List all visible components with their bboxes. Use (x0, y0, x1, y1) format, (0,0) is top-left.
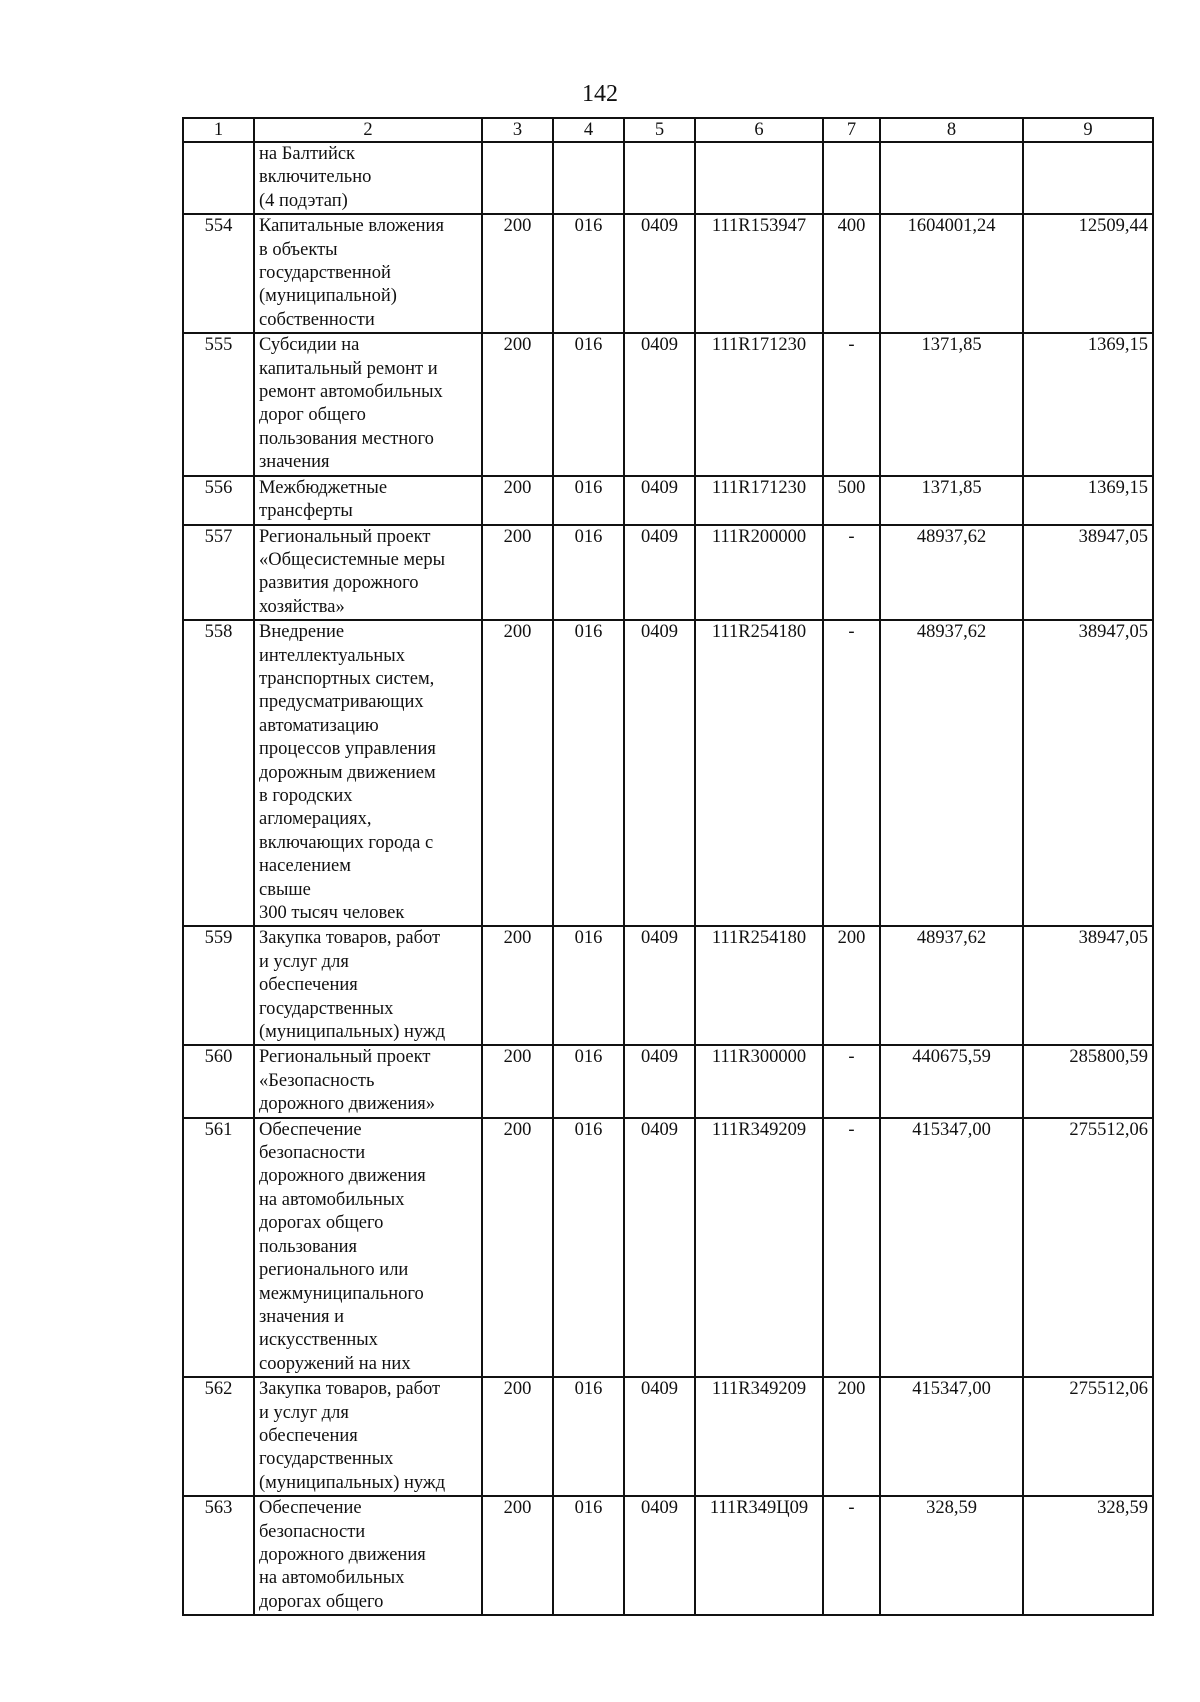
item-name-line: Закупка товаров, работ (259, 928, 441, 949)
col-8-value: 440675,59 (880, 1045, 1023, 1117)
col-7-value: - (823, 620, 880, 926)
item-name-line: Внедрение (259, 622, 345, 643)
item-name-line: транспортных систем, (259, 668, 435, 689)
item-name-line: 300 тысяч человек (259, 903, 405, 923)
item-name-line: обеспечения (259, 975, 358, 996)
item-name-line: (муниципальных) нужд (259, 1022, 446, 1043)
table-row (183, 214, 1153, 333)
row-number: 563 (183, 1496, 254, 1615)
item-name-line: государственных (259, 998, 394, 1019)
col-3-value: 200 (482, 525, 553, 621)
col-8-value (880, 142, 1023, 214)
item-name-line: собственности (259, 309, 375, 330)
col-8-value: 1371,85 (880, 476, 1023, 525)
col-5-value: 0409 (624, 214, 695, 333)
col-7-value: - (823, 1045, 880, 1117)
item-name-line: включающих города с (259, 832, 434, 853)
item-name-line: в объекты (259, 239, 338, 260)
row-number: 559 (183, 926, 254, 1045)
col-5-value: 0409 (624, 525, 695, 621)
col-3-value: 200 (482, 476, 553, 525)
item-name-line: ремонт автомобильных (259, 382, 443, 403)
col-6-value: 111R171230 (695, 333, 823, 475)
col-3-value: 200 (482, 1045, 553, 1117)
table-body (183, 142, 1153, 1615)
item-name-line: (муниципальных) нужд (259, 1472, 446, 1493)
col-header-2: 2 (254, 118, 482, 142)
col-header-4: 4 (553, 118, 624, 142)
item-name (254, 142, 482, 214)
item-name-line: значения и (259, 1306, 345, 1327)
row-number: 560 (183, 1045, 254, 1117)
item-name-line: на автомобильных (259, 1189, 405, 1210)
col-7-value: - (823, 1496, 880, 1615)
item-name (254, 926, 482, 1045)
col-header-6: 6 (695, 118, 823, 142)
row-number: 562 (183, 1377, 254, 1496)
item-name-line: сооружений на них (259, 1353, 411, 1374)
col-header-1: 1 (183, 118, 254, 142)
col-9-value: 1369,15 (1023, 333, 1153, 475)
col-5-value: 0409 (624, 926, 695, 1045)
item-name-line: безопасности (259, 1521, 366, 1542)
budget-table (182, 117, 1154, 1616)
item-name (254, 525, 482, 621)
item-name-line: пользования местного (259, 428, 434, 449)
item-name-line: дорог общего (259, 405, 366, 426)
item-name (254, 333, 482, 475)
item-name-line: в городских (259, 785, 353, 806)
col-header-3: 3 (482, 118, 553, 142)
col-9-value: 12509,44 (1023, 214, 1153, 333)
col-3-value: 200 (482, 620, 553, 926)
col-9-value: 1369,15 (1023, 476, 1153, 525)
col-4-value: 016 (553, 1377, 624, 1496)
col-5-value: 0409 (624, 1118, 695, 1377)
col-9-value: 38947,05 (1023, 525, 1153, 621)
col-8-value: 48937,62 (880, 525, 1023, 621)
col-3-value: 200 (482, 214, 553, 333)
item-name-line: межмуниципального (259, 1283, 424, 1304)
row-number: 558 (183, 620, 254, 926)
table-row (183, 476, 1153, 525)
col-3-value: 200 (482, 333, 553, 475)
col-3-value: 200 (482, 1377, 553, 1496)
col-6-value (695, 142, 823, 214)
col-3-value: 200 (482, 926, 553, 1045)
item-name-line: Субсидии на (259, 335, 360, 356)
item-name-line: развития дорожного (259, 573, 419, 594)
item-name-line: и услуг для (259, 951, 349, 972)
item-name-line: «Безопасность (259, 1070, 375, 1091)
col-5-value: 0409 (624, 1045, 695, 1117)
item-name-line: дорожного движения (259, 1544, 426, 1565)
col-header-7: 7 (823, 118, 880, 142)
item-name-line: значения (259, 452, 330, 473)
item-name-line: Капитальные вложения (259, 216, 444, 237)
item-name (254, 214, 482, 333)
table-row (183, 1496, 1153, 1615)
item-name (254, 1377, 482, 1496)
row-number: 554 (183, 214, 254, 333)
col-8-value: 328,59 (880, 1496, 1023, 1615)
col-7-value: 500 (823, 476, 880, 525)
col-9-value: 38947,05 (1023, 926, 1153, 1045)
col-9-value (1023, 142, 1153, 214)
col-8-value: 415347,00 (880, 1377, 1023, 1496)
item-name (254, 1118, 482, 1377)
table-row (183, 1045, 1153, 1117)
col-6-value: 111R254180 (695, 620, 823, 926)
col-7-value: - (823, 1118, 880, 1377)
row-number (183, 142, 254, 214)
col-7-value: 200 (823, 1377, 880, 1496)
col-4-value: 016 (553, 214, 624, 333)
col-6-value: 111R300000 (695, 1045, 823, 1117)
col-header-9: 9 (1023, 118, 1153, 142)
col-8-value: 415347,00 (880, 1118, 1023, 1377)
col-4-value (553, 142, 624, 214)
col-3-value: 200 (482, 1118, 553, 1377)
col-4-value: 016 (553, 1045, 624, 1117)
col-4-value: 016 (553, 1496, 624, 1615)
col-8-value: 1604001,24 (880, 214, 1023, 333)
item-name-line: дорожного движения» (259, 1094, 435, 1115)
col-4-value: 016 (553, 1118, 624, 1377)
col-9-value: 38947,05 (1023, 620, 1153, 926)
item-name-line: дорожным движением (259, 762, 436, 783)
table-row (183, 525, 1153, 621)
row-number: 561 (183, 1118, 254, 1377)
col-5-value: 0409 (624, 333, 695, 475)
col-6-value: 111R254180 (695, 926, 823, 1045)
item-name-line: регионального или (259, 1260, 409, 1281)
item-name-line: Закупка товаров, работ (259, 1379, 441, 1400)
item-name-line: дорогах общего (259, 1591, 384, 1612)
col-8-value: 1371,85 (880, 333, 1023, 475)
col-5-value: 0409 (624, 476, 695, 525)
col-3-value (482, 142, 553, 214)
item-name-line: «Общесистемные меры (259, 549, 446, 570)
item-name-line: Региональный проект (259, 526, 431, 547)
col-4-value: 016 (553, 926, 624, 1045)
item-name-line: населением (259, 856, 351, 877)
row-number: 555 (183, 333, 254, 475)
col-7-value: - (823, 333, 880, 475)
item-name-line: государственной (259, 263, 391, 284)
col-9-value: 275512,06 (1023, 1118, 1153, 1377)
item-name-line: автоматизацию (259, 715, 379, 736)
col-7-value: 200 (823, 926, 880, 1045)
col-header-5: 5 (624, 118, 695, 142)
item-name-line: государственных (259, 1449, 394, 1470)
col-6-value: 111R171230 (695, 476, 823, 525)
item-name-line: дорогах общего (259, 1213, 384, 1234)
item-name-line: (4 подэтап) (259, 190, 348, 211)
item-name-line: дорожного движения (259, 1166, 426, 1187)
table-row (183, 142, 1153, 214)
table-row (183, 1118, 1153, 1377)
col-8-value: 48937,62 (880, 926, 1023, 1045)
item-name (254, 620, 482, 926)
item-name-line: и услуг для (259, 1402, 349, 1423)
col-6-value: 111R349209 (695, 1377, 823, 1496)
col-3-value: 200 (482, 1496, 553, 1615)
item-name-line: искусственных (259, 1330, 378, 1351)
item-name (254, 1045, 482, 1117)
item-name-line: обеспечения (259, 1425, 358, 1446)
item-name-line: капитальный ремонт и (259, 358, 438, 379)
header-row (183, 118, 1153, 142)
page-number: 142 (582, 81, 618, 107)
item-name-line: Региональный проект (259, 1047, 431, 1068)
item-name-line: предусматривающих (259, 692, 424, 713)
col-7-value: 400 (823, 214, 880, 333)
item-name-line: свыше (259, 879, 311, 900)
item-name-line: (муниципальной) (259, 286, 397, 307)
col-4-value: 016 (553, 333, 624, 475)
col-9-value: 285800,59 (1023, 1045, 1153, 1117)
item-name-line: на Балтийск (259, 144, 356, 164)
col-6-value: 111R349Ц09 (695, 1496, 823, 1615)
col-6-value: 111R200000 (695, 525, 823, 621)
col-5-value: 0409 (624, 1496, 695, 1615)
item-name-line: интеллектуальных (259, 645, 405, 666)
col-5-value (624, 142, 695, 214)
col-9-value: 328,59 (1023, 1496, 1153, 1615)
row-number: 556 (183, 476, 254, 525)
item-name-line: включительно (259, 167, 372, 188)
item-name-line: на автомобильных (259, 1568, 405, 1589)
item-name-line: Межбюджетные (259, 477, 388, 498)
col-5-value: 0409 (624, 620, 695, 926)
item-name-line: процессов управления (259, 739, 436, 760)
item-name-line: хозяйства» (259, 596, 345, 617)
col-4-value: 016 (553, 620, 624, 926)
item-name-line: Обеспечение (259, 1498, 362, 1519)
col-6-value: 111R349209 (695, 1118, 823, 1377)
col-5-value: 0409 (624, 1377, 695, 1496)
item-name-line: трансферты (259, 501, 353, 522)
table-row (183, 333, 1153, 475)
col-9-value: 275512,06 (1023, 1377, 1153, 1496)
col-4-value: 016 (553, 525, 624, 621)
col-header-8: 8 (880, 118, 1023, 142)
row-number: 557 (183, 525, 254, 621)
item-name (254, 476, 482, 525)
item-name-line: безопасности (259, 1143, 366, 1164)
item-name-line: агломерациях, (259, 809, 372, 830)
table-row (183, 1377, 1153, 1496)
table-row (183, 620, 1153, 926)
col-6-value: 111R153947 (695, 214, 823, 333)
col-4-value: 016 (553, 476, 624, 525)
col-8-value: 48937,62 (880, 620, 1023, 926)
item-name (254, 1496, 482, 1615)
table-row (183, 926, 1153, 1045)
col-7-value (823, 142, 880, 214)
item-name-line: пользования (259, 1236, 358, 1257)
col-7-value: - (823, 525, 880, 621)
item-name-line: Обеспечение (259, 1119, 362, 1140)
